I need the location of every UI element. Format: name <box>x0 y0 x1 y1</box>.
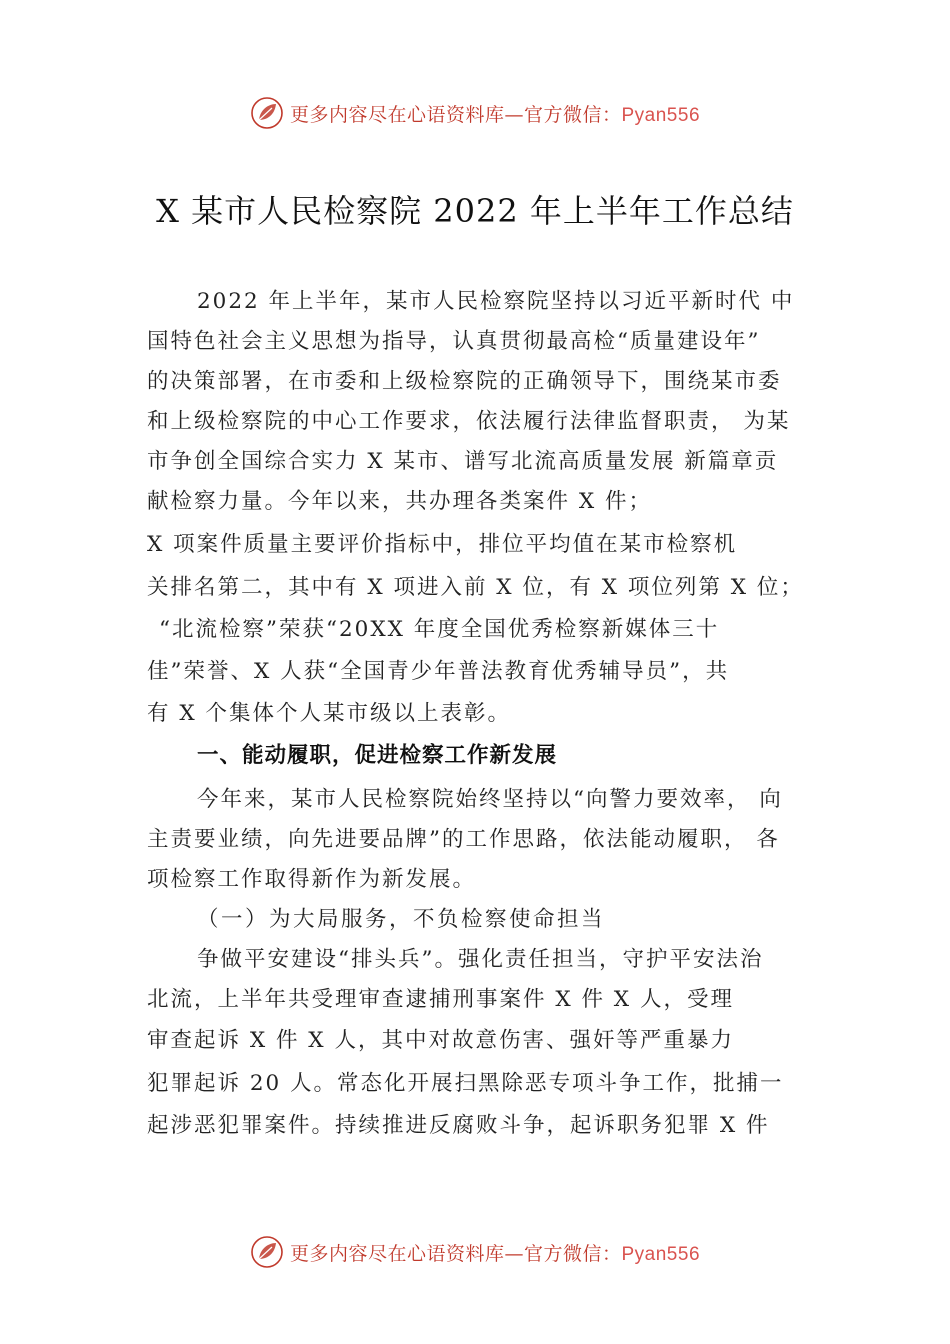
body-line: 佳”荣誉、X 人获“全国青少年普法教育优秀辅导员”，共 <box>147 659 730 684</box>
body-line: 今年来，某市人民检察院始终坚持以“向警力要效率， 向 <box>197 787 783 812</box>
watermark-top <box>0 93 950 133</box>
document-title: X 某市人民检察院 2022 年上半年工作总结 <box>156 192 794 230</box>
section-heading: 一、能动履职，促进检察工作新发展 <box>197 743 558 768</box>
body-line: X 项案件质量主要评价指标中，排位平均值在某市检察机 <box>147 532 738 557</box>
body-line: 国特色社会主义思想为指导，认真贯彻最高检“质量建设年” <box>147 329 761 354</box>
body-line: 项检察工作取得新作为新发展。 <box>147 867 477 892</box>
body-line: “北流检察”荣获“20XX 年度全国优秀检察新媒体三十 <box>159 617 720 642</box>
body-line: 和上级检察院的中心工作要求，依法履行法律监督职责， 为某 <box>147 409 791 434</box>
body-line: 2022 年上半年，某市人民检察院坚持以习近平新时代 中 <box>197 289 795 314</box>
body-line: 关排名第二，其中有 X 项进入前 X 位，有 X 项位列第 X 位； <box>147 575 804 600</box>
body-line: 争做平安建设“排头兵”。强化责任担当，守护平安法治 <box>197 947 764 972</box>
watermark-wechat-id: Pyan556 <box>621 104 701 126</box>
body-line: 市争创全国综合实力 X 某市、谱写北流高质量发展 新篇章贡 <box>147 449 779 474</box>
watermark-bottom <box>0 1232 950 1272</box>
watermark-text <box>290 1239 700 1266</box>
subsection-heading: （一）为大局服务，不负检察使命担当 <box>197 907 606 932</box>
leaf-logo-icon <box>250 1235 284 1269</box>
body-line: 北流，上半年共受理审查逮捕刑事案件 X 件 X 人，受理 <box>147 987 734 1012</box>
watermark-separator: — <box>504 1242 524 1265</box>
body-line: 献检察力量。今年以来，共办理各类案件 X 件； <box>147 489 652 514</box>
body-line: 审查起诉 X 件 X 人，其中对故意伤害、强奸等严重暴力 <box>147 1028 734 1053</box>
watermark-wechat-id: Pyan556 <box>621 1243 701 1265</box>
body-line: 的决策部署，在市委和上级检察院的正确领导下，围绕某市委 <box>147 369 782 394</box>
watermark-separator: — <box>504 103 524 126</box>
watermark-wechat-label: 官方微信： <box>523 1242 622 1265</box>
watermark-site-name: 更多内容尽在心语资料库 <box>289 1242 505 1265</box>
watermark-wechat-label: 官方微信： <box>523 103 622 126</box>
body-line: 主责要业绩，向先进要品牌”的工作思路，依法能动履职， 各 <box>147 827 780 852</box>
body-line: 起涉恶犯罪案件。持续推进反腐败斗争，起诉职务犯罪 X 件 <box>147 1113 770 1138</box>
watermark-site-name: 更多内容尽在心语资料库 <box>289 103 505 126</box>
leaf-logo-icon <box>250 96 284 130</box>
watermark-text <box>290 100 700 127</box>
body-line: 犯罪起诉 20 人。常态化开展扫黑除恶专项斗争工作，批捕一 <box>147 1071 784 1096</box>
body-line: 有 X 个集体个人某市级以上表彰。 <box>147 701 511 726</box>
